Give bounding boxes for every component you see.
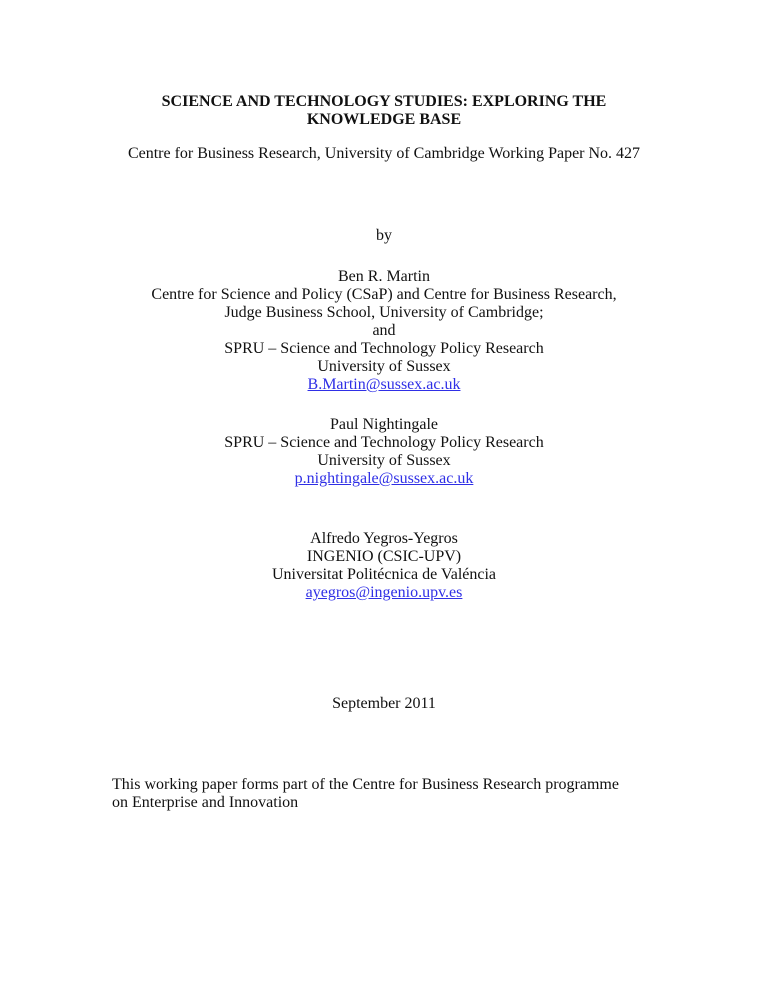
author-2-email-link[interactable]: p.nightingale@sussex.ac.uk: [294, 470, 474, 487]
author-3-email-link[interactable]: ayegros@ingenio.upv.es: [305, 584, 463, 601]
programme-note-line-2: on Enterprise and Innovation: [112, 794, 299, 811]
author-3-affiliation: INGENIO (CSIC-UPV): [306, 548, 462, 565]
author-1-affiliation: Centre for Science and Policy (CSaP) and Centre for Business Research,: [151, 286, 617, 303]
author-1-affiliation: SPRU – Science and Technology Policy Research: [224, 340, 544, 357]
author-2-affiliation: SPRU – Science and Technology Policy Research: [224, 434, 544, 451]
author-1-affiliation: University of Sussex: [317, 358, 451, 375]
working-paper-subtitle: Centre for Business Research, University of Cambridge Working Paper No. 427: [127, 145, 641, 162]
by-label: by: [376, 227, 392, 244]
title-line-2: KNOWLEDGE BASE: [306, 111, 462, 128]
author-1-affiliation: Judge Business School, University of Cambridge;: [224, 304, 544, 321]
author-name-2: Paul Nightingale: [330, 416, 438, 433]
publication-date: September 2011: [332, 695, 436, 712]
author-name-3: Alfredo Yegros-Yegros: [310, 530, 458, 547]
author-name-1: Ben R. Martin: [338, 268, 430, 285]
author-1-affiliation: and: [372, 322, 396, 339]
author-2-affiliation: University of Sussex: [317, 452, 451, 469]
programme-note-line-1: This working paper forms part of the Centre for Business Research programme: [112, 776, 619, 793]
title-line-1: SCIENCE AND TECHNOLOGY STUDIES: EXPLORING THE: [161, 93, 607, 110]
author-3-affiliation: Universitat Politécnica de Valéncia: [271, 566, 497, 583]
author-1-email-link[interactable]: B.Martin@sussex.ac.uk: [307, 376, 461, 393]
